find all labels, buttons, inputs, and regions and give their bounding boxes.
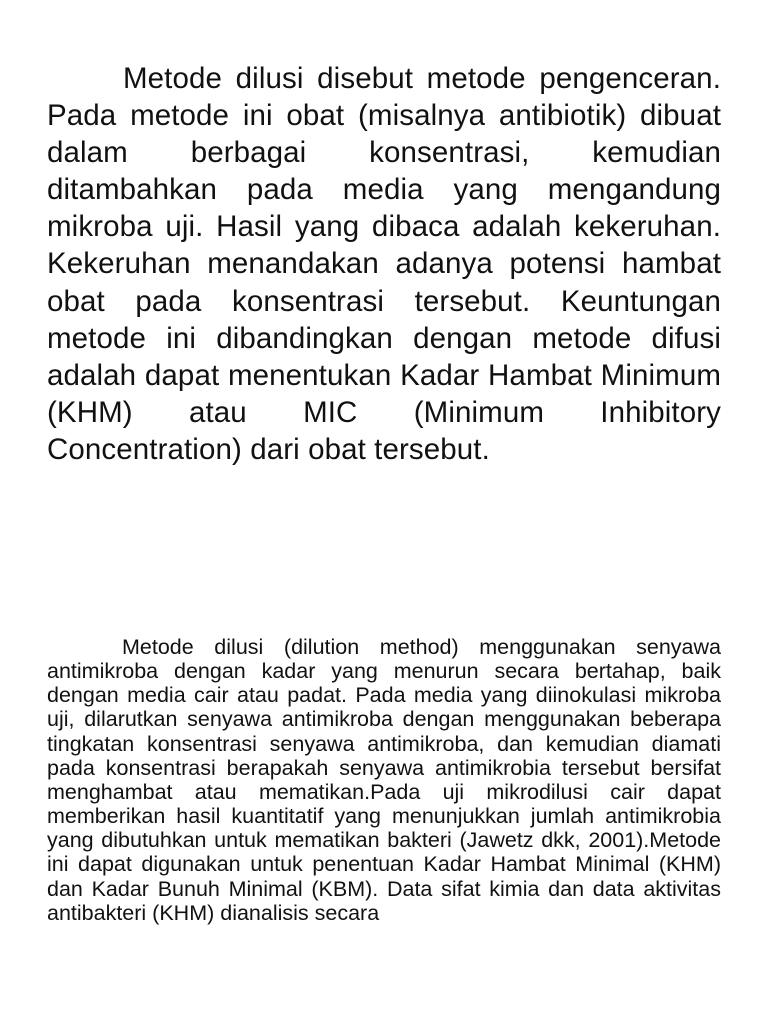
paragraph-dilution-method: Metode dilusi (dilution method) menggunakan senyawa antimikroba dengan kadar yang menurun secara bertahap, baik dengan media cair atau padat. Pada media yang diinokulasi mikroba uji, dilarutkan senyawa antimikroba dengan menggunakan beberapa tingkatan konsentrasi senyawa antimikroba, dan kemudian diamati pada konsentrasi berapakah senyawa antimikrobia tersebut bersifat menghambat atau mematikan.Pada uji mikrodilusi cair dapat memberikan hasil kuantitatif yang menunjukkan jumlah antimikrobia yang dibutuhkan untuk mematikan bakteri (Jawetz dkk, 2001).Metode ini dapat digunakan untuk penentuan Kadar Hambat Minimal (KHM) dan Kadar Bunuh Minimal (KBM). Data sifat kimia dan data aktivitas antibakteri (KHM) dianalisis secara	[47, 635, 721, 925]
paragraph-dilution-definition: Metode dilusi disebut metode pengenceran. Pada metode ini obat (misalnya antibiotik) dibuat dalam berbagai konsentrasi, kemudian ditambahkan pada media yang mengandung mikroba uji. Hasil yang dibaca adalah kekeruhan. Kekeruhan menandakan adanya potensi hambat obat pada konsentrasi tersebut. Keuntungan metode ini dibandingkan dengan metode difusi adalah dapat menentukan Kadar Hambat Minimum (KHM) atau MIC (Minimum Inhibitory Concentration) dari obat tersebut.	[47, 62, 721, 466]
